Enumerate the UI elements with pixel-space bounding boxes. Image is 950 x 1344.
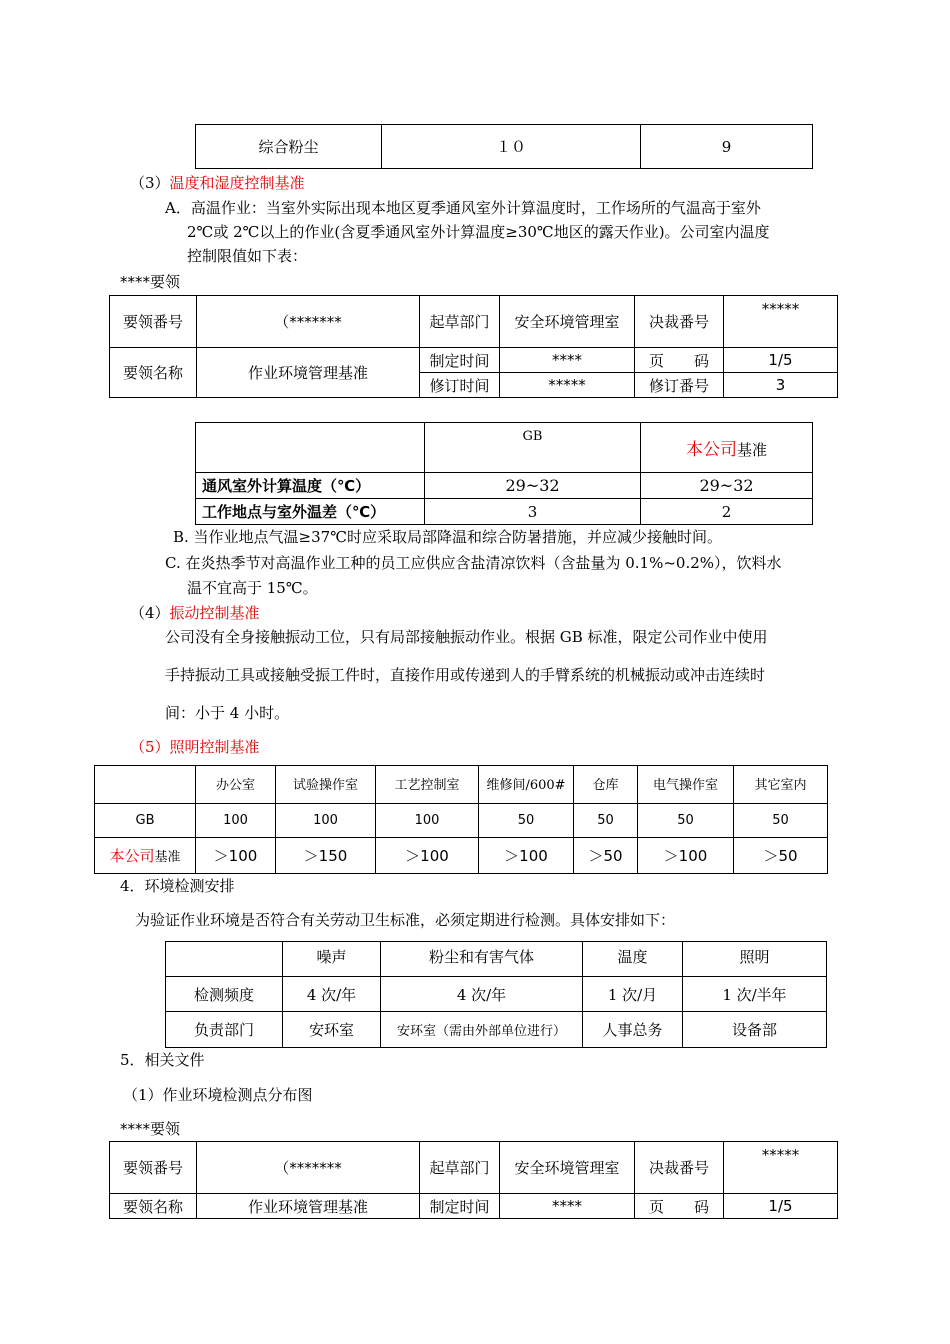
- header2-dept-label: 起草部门: [420, 1142, 500, 1194]
- section-5-related-title: 5．相关文件: [120, 1051, 205, 1069]
- monitoring-freq-temperature: 1 次/月: [583, 977, 683, 1012]
- dust-company: 9: [641, 125, 813, 169]
- section-4-heading: [130, 603, 260, 623]
- lighting-gb-process-control: 100: [376, 804, 479, 838]
- header1-page-label: 页 码: [635, 348, 724, 373]
- monitoring-dept-label: 负责部门: [166, 1012, 283, 1048]
- table-row: [196, 125, 813, 169]
- header1-table: [109, 295, 838, 398]
- header1-no-label: 要领番号: [110, 296, 197, 348]
- section-5-title: （5）照明控制基准: [130, 738, 260, 756]
- monitoring-dept-temperature: 人事总务: [583, 1012, 683, 1048]
- header2-name-value: 作业环境管理基准: [197, 1194, 420, 1219]
- table-row: [110, 296, 838, 348]
- lighting-col-repair: 维修间/600#: [479, 766, 574, 804]
- temp-row2-gb: 3: [425, 499, 641, 525]
- monitoring-table: [165, 941, 827, 1048]
- lighting-company-office: ＞100: [196, 838, 276, 874]
- monitoring-freq-noise: 4 次/年: [283, 977, 381, 1012]
- monitoring-col-noise: 噪声: [283, 942, 381, 977]
- header1-rev-value: *****: [500, 373, 635, 398]
- section-3-a-line3: 控制限值如下表：: [187, 247, 308, 265]
- header1-decision-value: *****: [724, 296, 838, 348]
- lighting-company-electrical: ＞100: [638, 838, 734, 874]
- section-3-number: （3）: [130, 174, 170, 192]
- lighting-company-test-room: ＞150: [276, 838, 376, 874]
- section-4-env-title: 4．环境检测安排: [120, 877, 235, 895]
- lighting-gb-test-room: 100: [276, 804, 376, 838]
- header1-no-value: （*******: [197, 296, 420, 348]
- lighting-gb-repair: 50: [479, 804, 574, 838]
- lighting-company-suffix: 基准: [154, 850, 181, 865]
- table-row: [166, 977, 827, 1012]
- lighting-col-electrical: 电气操作室: [638, 766, 734, 804]
- section-4-title: 振动控制基准: [169, 604, 260, 622]
- table-row: [196, 473, 813, 499]
- monitoring-col-dust-gas: 粉尘和有害气体: [381, 942, 583, 977]
- temp-row1-gb: 29~32: [425, 473, 641, 499]
- section-4-line2: 手持振动工具或接触受振工件时，直接作用或传递到人的手臂系统的机械振动或冲击连续时: [165, 666, 766, 684]
- header2-made-value: ****: [500, 1194, 635, 1219]
- lighting-company-red: 本公司: [109, 847, 155, 865]
- header2-name-label: 要领名称: [110, 1194, 197, 1219]
- lighting-company-label: [95, 838, 196, 874]
- header2-caption: ****要领: [120, 1120, 181, 1138]
- header2-decision-label: 决裁番号: [635, 1142, 724, 1194]
- monitoring-freq-lighting: 1 次/半年: [683, 977, 827, 1012]
- header1-name-value: 作业环境管理基准: [197, 348, 420, 398]
- header1-dept-label: 起草部门: [420, 296, 500, 348]
- header2-dept-value: 安全环境管理室: [500, 1142, 635, 1194]
- table-row: [95, 838, 828, 874]
- table-row: [196, 423, 813, 473]
- lighting-table: [94, 765, 828, 874]
- temp-col-gb: GB: [425, 423, 641, 473]
- table-row: [110, 1142, 838, 1194]
- section-3-a-line2: 2℃或 2℃以上的作业(含夏季通风室外计算温度≥30℃地区的露天作业)。公司室内温度: [187, 223, 770, 241]
- section-4-env-intro: 为验证作业环境是否符合有关劳动卫生标准，必须定期进行检测。具体安排如下：: [135, 911, 676, 929]
- lighting-gb-office: 100: [196, 804, 276, 838]
- lighting-gb-electrical: 50: [638, 804, 734, 838]
- lighting-col-process-control: 工艺控制室: [376, 766, 479, 804]
- section-5-item1: （1）作业环境检测点分布图: [123, 1086, 313, 1104]
- table-row: [95, 766, 828, 804]
- header2-page-label: 页 码: [635, 1194, 724, 1219]
- header2-decision-value: *****: [724, 1142, 838, 1194]
- lighting-col-office: 办公室: [196, 766, 276, 804]
- header2-page-value: 1/5: [724, 1194, 838, 1219]
- lighting-company-process-control: ＞100: [376, 838, 479, 874]
- monitoring-dept-lighting: 设备部: [683, 1012, 827, 1048]
- lighting-col-other: 其它室内: [734, 766, 828, 804]
- header1-caption: ****要领: [120, 273, 181, 291]
- temperature-table: [195, 422, 813, 525]
- monitoring-freq-dust-gas: 4 次/年: [381, 977, 583, 1012]
- temp-col-company-suffix: 基准: [736, 441, 767, 459]
- table-row: [110, 348, 838, 373]
- section-3-a-line1: A．高温作业：当室外实际出现本地区夏季通风室外计算温度时，工作场所的气温高于室外: [165, 199, 761, 217]
- header1-made-label: 制定时间: [420, 348, 500, 373]
- header1-made-value: ****: [500, 348, 635, 373]
- section-3-heading: [130, 173, 305, 193]
- table-row: [196, 499, 813, 525]
- temp-col-company-red: 本公司: [685, 440, 737, 460]
- header2-no-label: 要领番号: [110, 1142, 197, 1194]
- dust-gb: １０: [382, 125, 641, 169]
- header1-revno-value: 3: [724, 373, 838, 398]
- section-4-line1: 公司没有全身接触振动工位，只有局部接触振动作业。根据 GB 标准，限定公司作业中使用: [165, 628, 768, 646]
- header1-revno-label: 修订番号: [635, 373, 724, 398]
- table-row: [95, 804, 828, 838]
- monitoring-freq-label: 检测频度: [166, 977, 283, 1012]
- section-4-number: （4）: [130, 604, 170, 622]
- table-row: [110, 1194, 838, 1219]
- section-3-b: B. 当作业地点气温≥37℃时应采取局部降温和综合防暑措施，并应减少接触时间。: [173, 528, 722, 546]
- monitoring-dept-dust-gas: 安环室（需由外部单位进行）: [381, 1012, 583, 1048]
- header2-table: [109, 1141, 838, 1219]
- table-row: [166, 1012, 827, 1048]
- lighting-gb-warehouse: 50: [574, 804, 638, 838]
- header1-rev-label: 修订时间: [420, 373, 500, 398]
- section-3-title: 温度和湿度控制基准: [169, 174, 305, 192]
- section-3-c-line2: 温不宜高于 15℃。: [187, 579, 318, 597]
- header1-decision-label: 决裁番号: [635, 296, 724, 348]
- temp-row1-label: 通风室外计算温度（℃）: [196, 473, 425, 499]
- lighting-col-test-room: 试验操作室: [276, 766, 376, 804]
- temp-corner: [196, 423, 425, 473]
- header1-dept-value: 安全环境管理室: [500, 296, 635, 348]
- section-3-c-line1: C. 在炎热季节对高温作业工种的员工应供应含盐清凉饮料（含盐量为 0.1%~0.2%），饮料水: [165, 554, 782, 572]
- dust-table: [195, 124, 813, 169]
- table-row: [166, 942, 827, 977]
- monitoring-dept-noise: 安环室: [283, 1012, 381, 1048]
- monitoring-col-temperature: 温度: [583, 942, 683, 977]
- temp-row1-company: 29~32: [641, 473, 813, 499]
- lighting-corner: [95, 766, 196, 804]
- header1-page-value: 1/5: [724, 348, 838, 373]
- lighting-col-warehouse: 仓库: [574, 766, 638, 804]
- monitoring-corner: [166, 942, 283, 977]
- header1-name-label: 要领名称: [110, 348, 197, 398]
- header2-no-value: （*******: [197, 1142, 420, 1194]
- lighting-company-warehouse: ＞50: [574, 838, 638, 874]
- dust-name: 综合粉尘: [196, 125, 382, 169]
- section-4-line3: 间：小于 4 小时。: [165, 704, 290, 722]
- lighting-company-other: ＞50: [734, 838, 828, 874]
- monitoring-col-lighting: 照明: [683, 942, 827, 977]
- header2-made-label: 制定时间: [420, 1194, 500, 1219]
- temp-row2-company: 2: [641, 499, 813, 525]
- temp-row2-label: 工作地点与室外温差（℃）: [196, 499, 425, 525]
- lighting-company-repair: ＞100: [479, 838, 574, 874]
- lighting-gb-label: GB: [95, 804, 196, 838]
- temp-col-company: [641, 423, 813, 473]
- lighting-gb-other: 50: [734, 804, 828, 838]
